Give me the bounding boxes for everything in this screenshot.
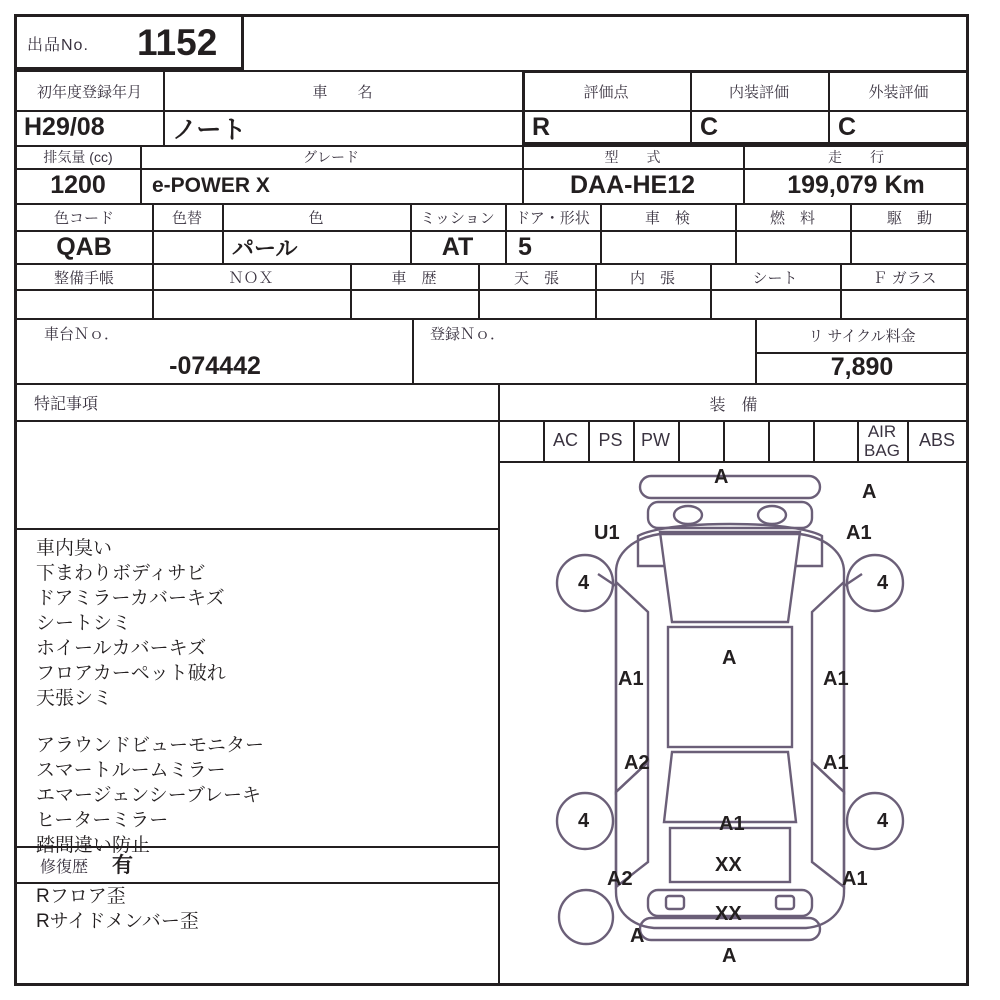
remarks-line: ヒーターミラー bbox=[36, 810, 169, 831]
service-book-label: 整備手帳 bbox=[53, 269, 114, 287]
seat-label: シート bbox=[752, 269, 798, 287]
exterior-rating-value: C bbox=[838, 113, 857, 141]
color-label: 色 bbox=[308, 210, 324, 227]
remarks-line: 踏間違い防止 bbox=[36, 835, 151, 856]
fuel-label: 燃 料 bbox=[769, 210, 815, 227]
mission-label: ミッション bbox=[420, 210, 495, 227]
damage-mark: A bbox=[722, 647, 737, 669]
damage-mark: A1 bbox=[618, 668, 644, 690]
nox-label: ＮＯＸ bbox=[228, 269, 274, 287]
equipment-airbag: AIR BAG bbox=[864, 421, 900, 460]
repair-detail-list bbox=[36, 884, 486, 954]
damage-mark: A bbox=[714, 466, 729, 488]
equipment-blank-2 bbox=[723, 421, 768, 460]
history-value bbox=[350, 290, 478, 318]
model-value: DAA-HE12 bbox=[569, 171, 696, 199]
lot-number-value: 1152 bbox=[137, 22, 218, 63]
lot-number-box bbox=[14, 14, 244, 70]
repair-line: Rフロア歪 bbox=[36, 886, 126, 907]
remarks-line: フロアカーペット破れ bbox=[36, 663, 226, 684]
equipment-blank-3 bbox=[768, 421, 813, 460]
registration-no-label: 登録Ｎｏ． bbox=[430, 325, 506, 343]
first-registration-value: H29/08 bbox=[24, 113, 105, 141]
equipment-abs: ABS bbox=[918, 430, 956, 450]
model-label: 型 式 bbox=[604, 149, 661, 165]
remarks-line: ドアミラーカバーキズ bbox=[36, 588, 225, 609]
remarks-line: シートシミ bbox=[36, 613, 132, 634]
mission-value: AT bbox=[441, 232, 474, 261]
displacement-value: 1200 bbox=[50, 171, 106, 199]
front-glass-label: Ｆ ガラス bbox=[872, 269, 937, 287]
damage-mark: 4 bbox=[578, 572, 590, 594]
damage-mark: A1 bbox=[823, 668, 849, 690]
damage-mark: XX bbox=[715, 903, 742, 925]
recolor-value bbox=[152, 231, 222, 263]
grade-label: グレード bbox=[303, 149, 359, 165]
equipment-pw: PW bbox=[641, 430, 670, 450]
nox-value bbox=[152, 290, 350, 318]
damage-mark: 4 bbox=[877, 810, 889, 832]
inspection-label: 車 検 bbox=[644, 210, 690, 227]
lining-value bbox=[595, 290, 710, 318]
remarks-title: 特記事項 bbox=[34, 395, 99, 413]
damage-mark: A bbox=[862, 481, 877, 503]
remarks-line: スマートルームミラー bbox=[36, 760, 226, 781]
color-code-label: 色コード bbox=[53, 210, 114, 227]
damage-mark: U1 bbox=[594, 522, 620, 544]
color-code-value: QAB bbox=[56, 232, 112, 261]
lot-number-label: 出品No. bbox=[27, 36, 89, 54]
remarks-line: 下まわりボディサビ bbox=[36, 563, 206, 584]
damage-mark: 4 bbox=[578, 810, 590, 832]
rule bbox=[14, 420, 498, 422]
damage-mark: XX bbox=[715, 854, 742, 876]
damage-mark: A1 bbox=[842, 868, 868, 890]
remarks-line: ホイールカバーキズ bbox=[36, 638, 207, 659]
lining-label: 内 張 bbox=[629, 269, 675, 287]
recolor-label: 色替 bbox=[171, 210, 202, 227]
roof-label: 天 張 bbox=[513, 269, 559, 287]
chassis-no-value: -074442 bbox=[169, 352, 261, 380]
recycle-fee-value: 7,890 bbox=[830, 353, 894, 381]
service-book-value bbox=[16, 290, 152, 318]
rule bbox=[14, 383, 969, 385]
equipment-ps: PS bbox=[598, 430, 623, 450]
rule bbox=[14, 528, 498, 530]
fuel-value bbox=[735, 231, 850, 263]
equipment-blank-1 bbox=[678, 421, 723, 460]
interior-rating-label: 内装評価 bbox=[728, 83, 789, 101]
rule bbox=[813, 420, 815, 461]
damage-mark: 4 bbox=[877, 572, 889, 594]
remarks-line: エマージェンシーブレーキ bbox=[36, 785, 262, 806]
recycle-fee-label: リ サイクル料金 bbox=[808, 327, 916, 345]
mileage-value: 199,079 Km bbox=[787, 171, 925, 199]
chassis-no-label: 車台Ｎｏ． bbox=[44, 325, 120, 343]
car-name-value: ノート bbox=[172, 115, 247, 144]
repair-history-label: 修復歴 bbox=[40, 858, 89, 876]
mileage-label: 走 行 bbox=[828, 149, 884, 165]
damage-mark: A1 bbox=[846, 522, 872, 544]
inspection-value bbox=[600, 231, 735, 263]
remarks-list bbox=[36, 536, 486, 856]
roof-value bbox=[478, 290, 595, 318]
color-value: パール bbox=[232, 235, 298, 261]
damage-mark: A bbox=[722, 945, 737, 967]
first-registration-label: 初年度登録年月 bbox=[36, 83, 142, 101]
damage-mark: A1 bbox=[823, 752, 849, 774]
car-name-label: 車 名 bbox=[312, 83, 373, 101]
damage-mark: A2 bbox=[607, 868, 633, 890]
history-label: 車 歴 bbox=[391, 269, 437, 287]
damage-mark: A bbox=[630, 925, 645, 947]
drive-value bbox=[850, 231, 969, 263]
damage-mark: A2 bbox=[624, 752, 650, 774]
registration-no-value bbox=[412, 350, 755, 383]
remarks-line: 車内臭い bbox=[36, 538, 113, 559]
front-glass-value bbox=[840, 290, 969, 318]
car-damage-diagram bbox=[520, 462, 960, 982]
doors-label: ドア・形状 bbox=[515, 210, 590, 227]
repair-line: Rサイドメンバー歪 bbox=[36, 911, 199, 932]
grade-value: e-POWER X bbox=[152, 173, 270, 197]
doors-value: 5 bbox=[518, 232, 532, 261]
remarks-line: 天張シミ bbox=[36, 688, 113, 709]
rule bbox=[498, 383, 500, 986]
drive-label: 駆 動 bbox=[886, 210, 932, 227]
equipment-ac: AC bbox=[552, 430, 578, 450]
seat-value bbox=[710, 290, 840, 318]
evaluation-point-label: 評価点 bbox=[583, 83, 629, 101]
exterior-rating-label: 外装評価 bbox=[868, 83, 929, 101]
interior-rating-value: C bbox=[700, 113, 719, 141]
repair-history-value: 有 bbox=[112, 854, 133, 877]
displacement-label: 排気量 (cc) bbox=[43, 149, 113, 165]
evaluation-point-value: R bbox=[532, 113, 551, 141]
equipment-title: 装 備 bbox=[709, 396, 758, 414]
remarks-line: アラウンドビューモニター bbox=[36, 735, 265, 756]
remarks-spacer bbox=[36, 711, 486, 733]
damage-mark: A1 bbox=[719, 813, 745, 835]
